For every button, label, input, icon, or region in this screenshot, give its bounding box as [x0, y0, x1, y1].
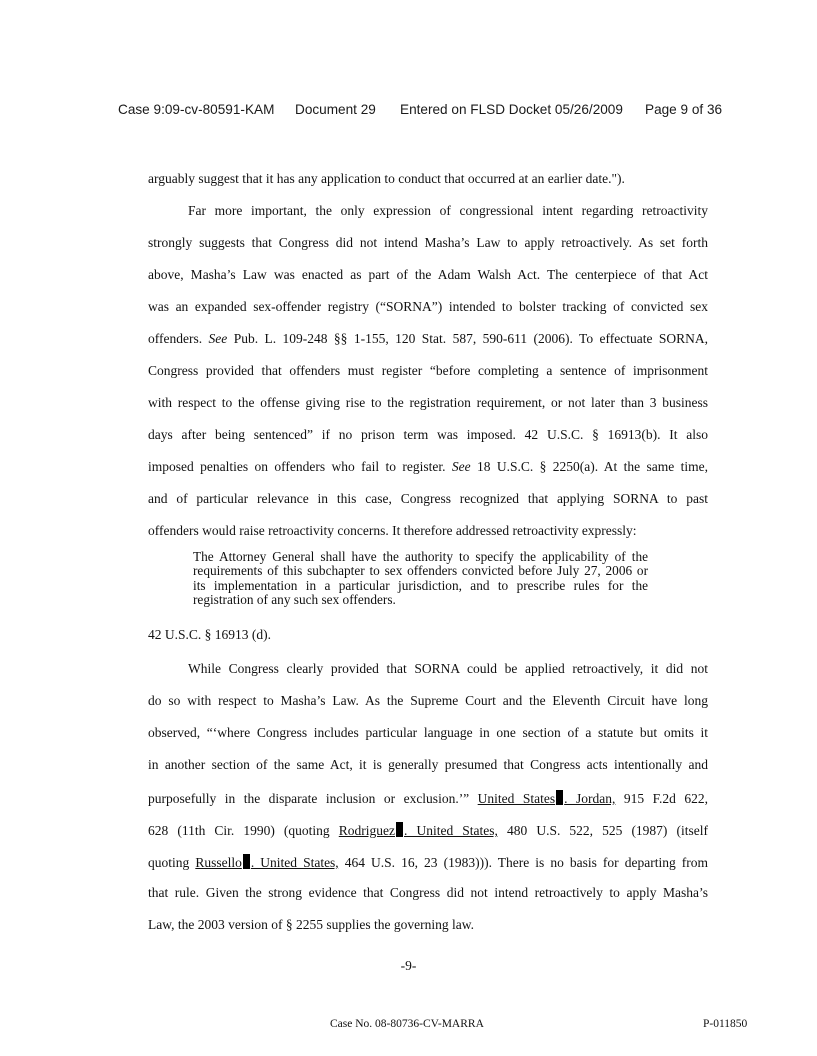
redaction-bar — [556, 790, 563, 805]
see-signal: See — [451, 459, 471, 474]
header-page-count: Page 9 of 36 — [645, 102, 723, 117]
text-line: strongly suggests that Congress did not intend Masha’s Law to apply retroactively. As set forth — [148, 235, 708, 250]
text-line: arguably suggest that it has any application to conduct that occurred at an earlier date."). — [148, 171, 625, 186]
text-line: Law, the 2003 version of § 2255 supplies the governing law. — [148, 917, 474, 932]
quote-line: requirements of this subchapter to sex offenders convicted before July 27, 2006 or — [193, 563, 648, 579]
case-citation: Russello . United States, — [195, 855, 339, 870]
text-line — [148, 854, 708, 870]
text-fragment: 628 (11th Cir. 1990) (quoting — [148, 823, 330, 838]
case-citation: Rodriguez . United States, — [338, 823, 498, 838]
text-line — [148, 822, 708, 838]
text-line — [148, 460, 708, 474]
header-entered-date: Entered on FLSD Docket 05/26/2009 — [400, 102, 623, 117]
redaction-bar — [243, 854, 250, 869]
quote-line: The Attorney General shall have the authority to specify the applicability of the — [193, 549, 648, 564]
text-fragment: purposefully in the disparate inclusion or exclusion.’” — [148, 791, 470, 806]
text-line — [148, 332, 708, 346]
text-fragment: 915 F.2d 622, — [623, 791, 709, 806]
text-fragment: 464 U.S. 16, 23 (1983))). There is no basis for departing from — [344, 855, 709, 870]
text-fragment: Pub. L. 109-248 §§ 1-155, 120 Stat. 587, 590-611 (2006). To effectuate SORNA, — [233, 331, 709, 346]
footer-case-number: Case No. 08-80736-CV-MARRA — [330, 1018, 484, 1030]
statute-citation: 42 U.S.C. § 16913 (d). — [148, 627, 272, 642]
redaction-bar — [396, 822, 403, 837]
text-fragment: imposed penalties on offenders who fail to register. — [148, 459, 446, 474]
see-signal: See — [208, 331, 228, 346]
text-line: do so with respect to Masha’s Law. As the Supreme Court and the Eleventh Circuit have long — [148, 693, 708, 708]
case-citation: United States . Jordan, — [477, 791, 616, 806]
quote-line: its implementation in a particular jurisdiction, and to prescribe rules for the — [193, 577, 648, 593]
text-line: days after being sentenced” if no prison term was imposed. 42 U.S.C. § 16913(b). It also — [148, 427, 708, 442]
text-fragment: 18 U.S.C. § 2250(a). At the same time, — [477, 459, 709, 474]
text-line: with respect to the offense giving rise to the registration requirement, or not later than 3 business — [148, 395, 708, 410]
text-line: Far more important, the only expression of congressional intent regarding retroactivity — [188, 203, 708, 218]
page-number: -9- — [400, 958, 417, 973]
quote-line: registration of any such sex offenders. — [193, 592, 396, 608]
header-document-number: Document 29 — [295, 102, 376, 117]
text-line: and of particular relevance in this case, Congress recognized that applying SORNA to past — [148, 491, 708, 506]
text-fragment: quoting — [148, 855, 190, 870]
text-line: offenders would raise retroactivity concerns. It therefore addressed retroactivity expressly: — [148, 523, 637, 538]
text-fragment: offenders. — [148, 331, 203, 346]
header-case-number: Case 9:09-cv-80591-KAM — [118, 102, 275, 117]
text-line: in another section of the same Act, it is generally presumed that Congress acts intentionally and — [148, 757, 708, 772]
text-line: Congress provided that offenders must register “before completing a sentence of imprisonment — [148, 363, 708, 378]
text-line: While Congress clearly provided that SORNA could be applied retroactively, it did not — [188, 661, 708, 676]
text-line: observed, “‘where Congress includes particular language in one section of a statute but omits it — [148, 725, 708, 740]
text-line: above, Masha’s Law was enacted as part of the Adam Walsh Act. The centerpiece of that Act — [148, 267, 708, 282]
text-fragment: 480 U.S. 522, 525 (1987) (itself — [507, 823, 708, 838]
block-quote — [193, 550, 648, 608]
bates-number: P-011850 — [703, 1018, 748, 1030]
text-line — [148, 790, 708, 806]
text-line: was an expanded sex-offender registry (“SORNA”) intended to bolster tracking of convicted sex — [148, 299, 708, 314]
text-line: that rule. Given the strong evidence that Congress did not intend retroactively to apply Masha’s — [148, 885, 708, 900]
